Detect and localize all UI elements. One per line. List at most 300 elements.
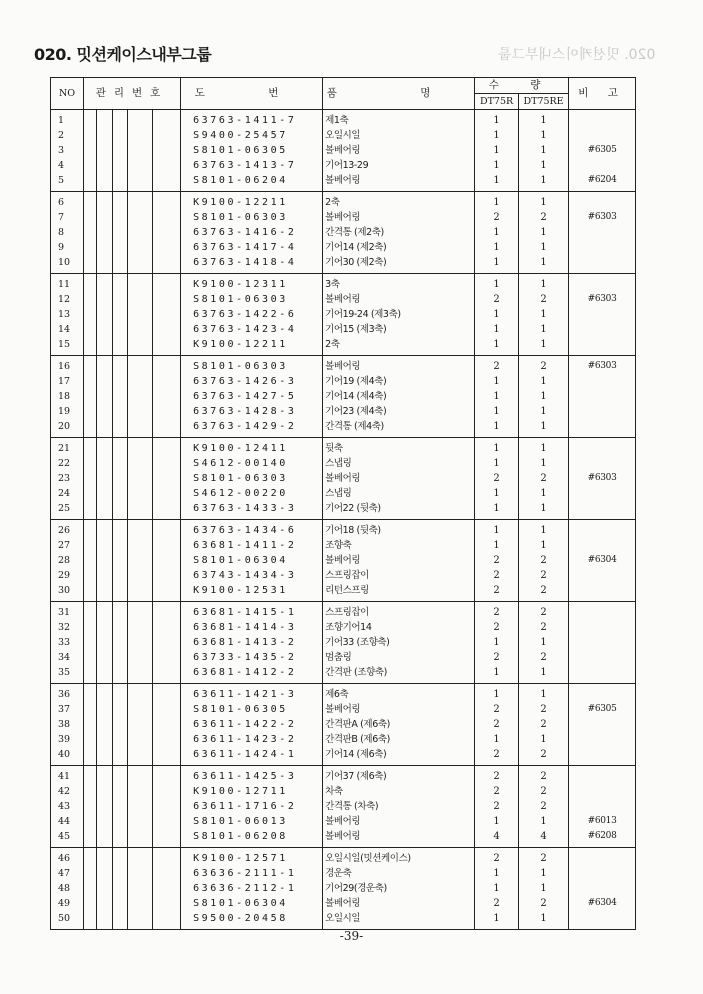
mgmt-cell-4 <box>128 456 153 471</box>
table-row <box>51 881 636 896</box>
mgmt-cell-1 <box>84 848 97 867</box>
qty-dt75r: 1 <box>475 374 519 389</box>
mgmt-cell-3 <box>113 158 128 173</box>
row-number: 32 <box>51 620 84 635</box>
mgmt-cell-3 <box>113 143 128 158</box>
remark <box>569 404 636 419</box>
mgmt-cell-2 <box>97 747 113 766</box>
mgmt-cell-2 <box>97 684 113 703</box>
mgmt-cell-5 <box>153 192 181 211</box>
mgmt-cell-4 <box>128 650 153 665</box>
drawing-number: 63763-1433-3 <box>181 501 323 520</box>
col-header-mgmt: 관리번호 <box>84 78 181 110</box>
mgmt-cell-3 <box>113 814 128 829</box>
qty-dt75r: 1 <box>475 110 519 129</box>
qty-dt75re: 1 <box>519 501 569 520</box>
drawing-number: S4612-00140 <box>181 456 323 471</box>
remark <box>569 438 636 457</box>
col-header-qty: 수 량 <box>475 78 569 94</box>
table-row <box>51 911 636 930</box>
part-name: 간격통 (차축) <box>323 799 475 814</box>
drawing-number: K9100-12711 <box>181 784 323 799</box>
col-header-dt75re: DT75RE <box>519 94 569 110</box>
table-row <box>51 292 636 307</box>
drawing-number: K9100-12211 <box>181 337 323 356</box>
remark <box>569 486 636 501</box>
row-number: 17 <box>51 374 84 389</box>
mgmt-cell-3 <box>113 702 128 717</box>
mgmt-cell-4 <box>128 814 153 829</box>
part-name: 오일시일 <box>323 911 475 930</box>
mgmt-cell-1 <box>84 568 97 583</box>
bleed-through-title: 020. 밋션케이스내부그룹 <box>497 47 655 63</box>
part-name: 간격통 (제4축) <box>323 419 475 438</box>
row-number: 24 <box>51 486 84 501</box>
remark <box>569 635 636 650</box>
row-number: 49 <box>51 896 84 911</box>
mgmt-cell-3 <box>113 553 128 568</box>
part-name: 볼베어링 <box>323 143 475 158</box>
row-number: 4 <box>51 158 84 173</box>
part-name: 스냅링 <box>323 486 475 501</box>
mgmt-cell-3 <box>113 501 128 520</box>
mgmt-cell-1 <box>84 650 97 665</box>
part-name: 2축 <box>323 192 475 211</box>
mgmt-cell-1 <box>84 274 97 293</box>
mgmt-cell-4 <box>128 684 153 703</box>
qty-dt75re: 1 <box>519 538 569 553</box>
mgmt-cell-4 <box>128 374 153 389</box>
drawing-number: K9100-12571 <box>181 848 323 867</box>
mgmt-cell-1 <box>84 110 97 129</box>
qty-dt75r: 1 <box>475 158 519 173</box>
mgmt-cell-3 <box>113 829 128 848</box>
qty-dt75r: 1 <box>475 456 519 471</box>
qty-dt75r: 1 <box>475 665 519 684</box>
table-header-row <box>51 78 636 94</box>
mgmt-cell-4 <box>128 501 153 520</box>
table-row <box>51 110 636 129</box>
drawing-number: K9100-12531 <box>181 583 323 602</box>
part-name: 3축 <box>323 274 475 293</box>
drawing-number: S8101-06204 <box>181 173 323 192</box>
part-name: 리턴스프링 <box>323 583 475 602</box>
part-name: 기어19-24 (제3축) <box>323 307 475 322</box>
mgmt-cell-5 <box>153 128 181 143</box>
qty-dt75re: 2 <box>519 799 569 814</box>
mgmt-cell-2 <box>97 389 113 404</box>
part-name: 볼베어링 <box>323 356 475 375</box>
mgmt-cell-5 <box>153 210 181 225</box>
remark <box>569 866 636 881</box>
row-number: 18 <box>51 389 84 404</box>
drawing-number: 63763-1434-6 <box>181 520 323 539</box>
qty-dt75r: 1 <box>475 538 519 553</box>
remark <box>569 158 636 173</box>
mgmt-cell-1 <box>84 602 97 621</box>
remark: #6304 <box>569 553 636 568</box>
part-name: 스냅링 <box>323 456 475 471</box>
mgmt-cell-4 <box>128 881 153 896</box>
mgmt-cell-1 <box>84 732 97 747</box>
qty-dt75r: 2 <box>475 799 519 814</box>
part-name: 기어37 (제6축) <box>323 766 475 785</box>
mgmt-cell-3 <box>113 538 128 553</box>
part-name: 기어13-29 <box>323 158 475 173</box>
qty-dt75r: 2 <box>475 702 519 717</box>
drawing-number: S9500-20458 <box>181 911 323 930</box>
drawing-number: S8101-06305 <box>181 702 323 717</box>
mgmt-cell-3 <box>113 911 128 930</box>
table-row <box>51 210 636 225</box>
remark <box>569 322 636 337</box>
mgmt-cell-1 <box>84 255 97 274</box>
row-number: 38 <box>51 717 84 732</box>
drawing-number: 63611-1423-2 <box>181 732 323 747</box>
table-row <box>51 784 636 799</box>
row-number: 20 <box>51 419 84 438</box>
drawing-number: 63763-1413-7 <box>181 158 323 173</box>
qty-dt75r: 2 <box>475 583 519 602</box>
mgmt-cell-4 <box>128 538 153 553</box>
drawing-number: 63763-1416-2 <box>181 225 323 240</box>
mgmt-cell-3 <box>113 568 128 583</box>
col-header-name: 품 명 <box>323 78 475 110</box>
col-header-no: NO <box>51 78 84 110</box>
remark <box>569 717 636 732</box>
row-number: 2 <box>51 128 84 143</box>
col-header-note: 비 고 <box>569 78 636 110</box>
remark: #6013 <box>569 814 636 829</box>
row-number: 45 <box>51 829 84 848</box>
mgmt-cell-4 <box>128 896 153 911</box>
table-row <box>51 486 636 501</box>
row-number: 7 <box>51 210 84 225</box>
mgmt-cell-2 <box>97 486 113 501</box>
part-name: 기어29(경운축) <box>323 881 475 896</box>
part-name: 볼베어링 <box>323 814 475 829</box>
table-row <box>51 438 636 457</box>
remark <box>569 665 636 684</box>
mgmt-cell-2 <box>97 732 113 747</box>
table-row <box>51 419 636 438</box>
mgmt-cell-5 <box>153 784 181 799</box>
table-row <box>51 665 636 684</box>
drawing-number: S8101-06303 <box>181 471 323 486</box>
mgmt-cell-1 <box>84 881 97 896</box>
drawing-number: 63681-1411-2 <box>181 538 323 553</box>
mgmt-cell-1 <box>84 210 97 225</box>
qty-dt75r: 1 <box>475 814 519 829</box>
drawing-number: S8101-06304 <box>181 896 323 911</box>
mgmt-cell-1 <box>84 173 97 192</box>
mgmt-cell-2 <box>97 322 113 337</box>
row-number: 11 <box>51 274 84 293</box>
mgmt-cell-3 <box>113 438 128 457</box>
mgmt-cell-2 <box>97 553 113 568</box>
mgmt-cell-4 <box>128 848 153 867</box>
part-name: 간격판B (제6축) <box>323 732 475 747</box>
qty-dt75re: 1 <box>519 158 569 173</box>
table-row <box>51 456 636 471</box>
mgmt-cell-5 <box>153 620 181 635</box>
remark <box>569 538 636 553</box>
mgmt-cell-4 <box>128 307 153 322</box>
mgmt-cell-2 <box>97 255 113 274</box>
mgmt-cell-2 <box>97 896 113 911</box>
mgmt-cell-3 <box>113 374 128 389</box>
mgmt-cell-1 <box>84 866 97 881</box>
qty-dt75r: 1 <box>475 337 519 356</box>
table-row <box>51 374 636 389</box>
table-row <box>51 173 636 192</box>
mgmt-cell-3 <box>113 650 128 665</box>
mgmt-cell-5 <box>153 583 181 602</box>
drawing-number: 63611-1716-2 <box>181 799 323 814</box>
mgmt-cell-1 <box>84 520 97 539</box>
row-number: 43 <box>51 799 84 814</box>
qty-dt75re: 2 <box>519 650 569 665</box>
mgmt-cell-3 <box>113 665 128 684</box>
drawing-number: S8101-06304 <box>181 553 323 568</box>
mgmt-cell-4 <box>128 292 153 307</box>
qty-dt75r: 4 <box>475 829 519 848</box>
table-row <box>51 501 636 520</box>
mgmt-cell-1 <box>84 766 97 785</box>
row-number: 50 <box>51 911 84 930</box>
qty-dt75re: 1 <box>519 143 569 158</box>
drawing-number: 63681-1414-3 <box>181 620 323 635</box>
mgmt-cell-3 <box>113 766 128 785</box>
row-number: 42 <box>51 784 84 799</box>
drawing-number: K9100-12211 <box>181 192 323 211</box>
mgmt-cell-1 <box>84 307 97 322</box>
mgmt-cell-4 <box>128 784 153 799</box>
drawing-number: S8101-06303 <box>181 210 323 225</box>
mgmt-cell-2 <box>97 620 113 635</box>
qty-dt75re: 1 <box>519 240 569 255</box>
qty-dt75r: 2 <box>475 292 519 307</box>
mgmt-cell-2 <box>97 635 113 650</box>
qty-dt75re: 1 <box>519 374 569 389</box>
qty-dt75r: 1 <box>475 404 519 419</box>
mgmt-cell-1 <box>84 158 97 173</box>
mgmt-cell-3 <box>113 635 128 650</box>
mgmt-cell-5 <box>153 650 181 665</box>
mgmt-cell-1 <box>84 143 97 158</box>
remark: #6303 <box>569 292 636 307</box>
row-number: 1 <box>51 110 84 129</box>
mgmt-cell-1 <box>84 471 97 486</box>
part-name: 볼베어링 <box>323 702 475 717</box>
drawing-number: K9100-12311 <box>181 274 323 293</box>
row-number: 35 <box>51 665 84 684</box>
qty-dt75r: 1 <box>475 240 519 255</box>
mgmt-cell-2 <box>97 911 113 930</box>
mgmt-cell-3 <box>113 471 128 486</box>
part-name: 경운축 <box>323 866 475 881</box>
mgmt-cell-3 <box>113 128 128 143</box>
row-number: 12 <box>51 292 84 307</box>
drawing-number: 63763-1411-7 <box>181 110 323 129</box>
qty-dt75re: 1 <box>519 419 569 438</box>
mgmt-cell-5 <box>153 389 181 404</box>
remark <box>569 911 636 930</box>
table-row <box>51 307 636 322</box>
mgmt-cell-5 <box>153 814 181 829</box>
table-row <box>51 766 636 785</box>
remark <box>569 766 636 785</box>
mgmt-cell-2 <box>97 829 113 848</box>
mgmt-cell-5 <box>153 274 181 293</box>
table-row <box>51 650 636 665</box>
mgmt-cell-1 <box>84 240 97 255</box>
remark: #6305 <box>569 702 636 717</box>
remark <box>569 501 636 520</box>
mgmt-cell-5 <box>153 766 181 785</box>
mgmt-cell-2 <box>97 274 113 293</box>
mgmt-cell-2 <box>97 356 113 375</box>
mgmt-cell-5 <box>153 307 181 322</box>
row-number: 40 <box>51 747 84 766</box>
table-row <box>51 620 636 635</box>
mgmt-cell-2 <box>97 337 113 356</box>
mgmt-cell-1 <box>84 374 97 389</box>
mgmt-cell-2 <box>97 766 113 785</box>
table-row <box>51 568 636 583</box>
mgmt-cell-4 <box>128 732 153 747</box>
qty-dt75r: 1 <box>475 684 519 703</box>
qty-dt75re: 1 <box>519 274 569 293</box>
mgmt-cell-3 <box>113 240 128 255</box>
qty-dt75r: 2 <box>475 471 519 486</box>
mgmt-cell-5 <box>153 292 181 307</box>
mgmt-cell-3 <box>113 274 128 293</box>
qty-dt75re: 1 <box>519 322 569 337</box>
mgmt-cell-3 <box>113 747 128 766</box>
qty-dt75r: 1 <box>475 128 519 143</box>
mgmt-cell-3 <box>113 210 128 225</box>
qty-dt75r: 1 <box>475 520 519 539</box>
table-row <box>51 274 636 293</box>
part-name: 간격통 (제2축) <box>323 225 475 240</box>
mgmt-cell-2 <box>97 143 113 158</box>
table-row <box>51 732 636 747</box>
mgmt-cell-1 <box>84 486 97 501</box>
mgmt-cell-3 <box>113 292 128 307</box>
mgmt-cell-5 <box>153 419 181 438</box>
part-name: 기어14 (제4축) <box>323 389 475 404</box>
mgmt-cell-5 <box>153 471 181 486</box>
mgmt-cell-5 <box>153 456 181 471</box>
mgmt-cell-5 <box>153 553 181 568</box>
part-name: 기어18 (뒷축) <box>323 520 475 539</box>
qty-dt75r: 1 <box>475 486 519 501</box>
mgmt-cell-5 <box>153 501 181 520</box>
mgmt-cell-5 <box>153 799 181 814</box>
qty-dt75r: 1 <box>475 866 519 881</box>
remark <box>569 881 636 896</box>
mgmt-cell-1 <box>84 337 97 356</box>
mgmt-cell-1 <box>84 911 97 930</box>
mgmt-cell-4 <box>128 583 153 602</box>
mgmt-cell-4 <box>128 568 153 583</box>
remark: #6204 <box>569 173 636 192</box>
drawing-number: 63763-1429-2 <box>181 419 323 438</box>
mgmt-cell-3 <box>113 583 128 602</box>
row-number: 3 <box>51 143 84 158</box>
mgmt-cell-4 <box>128 553 153 568</box>
mgmt-cell-3 <box>113 881 128 896</box>
part-name: 제6축 <box>323 684 475 703</box>
mgmt-cell-1 <box>84 292 97 307</box>
qty-dt75re: 1 <box>519 665 569 684</box>
mgmt-cell-3 <box>113 255 128 274</box>
qty-dt75re: 2 <box>519 747 569 766</box>
mgmt-cell-3 <box>113 192 128 211</box>
mgmt-cell-4 <box>128 471 153 486</box>
mgmt-cell-4 <box>128 486 153 501</box>
mgmt-cell-4 <box>128 110 153 129</box>
qty-dt75r: 1 <box>475 635 519 650</box>
qty-dt75r: 2 <box>475 553 519 568</box>
mgmt-cell-2 <box>97 456 113 471</box>
row-number: 23 <box>51 471 84 486</box>
mgmt-cell-3 <box>113 620 128 635</box>
remark <box>569 848 636 867</box>
mgmt-cell-2 <box>97 784 113 799</box>
mgmt-cell-2 <box>97 881 113 896</box>
qty-dt75r: 1 <box>475 438 519 457</box>
remark <box>569 240 636 255</box>
mgmt-cell-5 <box>153 374 181 389</box>
remark: #6208 <box>569 829 636 848</box>
part-name: 볼베어링 <box>323 173 475 192</box>
mgmt-cell-2 <box>97 173 113 192</box>
mgmt-cell-1 <box>84 553 97 568</box>
mgmt-cell-5 <box>153 747 181 766</box>
remark <box>569 602 636 621</box>
remark <box>569 747 636 766</box>
table-row <box>51 635 636 650</box>
mgmt-cell-5 <box>153 356 181 375</box>
mgmt-cell-1 <box>84 799 97 814</box>
mgmt-cell-2 <box>97 292 113 307</box>
mgmt-cell-2 <box>97 419 113 438</box>
remark <box>569 374 636 389</box>
mgmt-cell-4 <box>128 438 153 457</box>
mgmt-cell-3 <box>113 404 128 419</box>
mgmt-cell-2 <box>97 717 113 732</box>
drawing-number: 63763-1422-6 <box>181 307 323 322</box>
table-row <box>51 128 636 143</box>
mgmt-cell-5 <box>153 486 181 501</box>
qty-dt75r: 1 <box>475 389 519 404</box>
mgmt-cell-1 <box>84 620 97 635</box>
qty-dt75re: 1 <box>519 225 569 240</box>
mgmt-cell-3 <box>113 732 128 747</box>
mgmt-cell-1 <box>84 322 97 337</box>
mgmt-cell-4 <box>128 255 153 274</box>
mgmt-cell-1 <box>84 747 97 766</box>
table-row <box>51 896 636 911</box>
mgmt-cell-4 <box>128 337 153 356</box>
drawing-number: S8101-06208 <box>181 829 323 848</box>
mgmt-cell-4 <box>128 274 153 293</box>
mgmt-cell-4 <box>128 520 153 539</box>
qty-dt75re: 2 <box>519 896 569 911</box>
mgmt-cell-5 <box>153 881 181 896</box>
